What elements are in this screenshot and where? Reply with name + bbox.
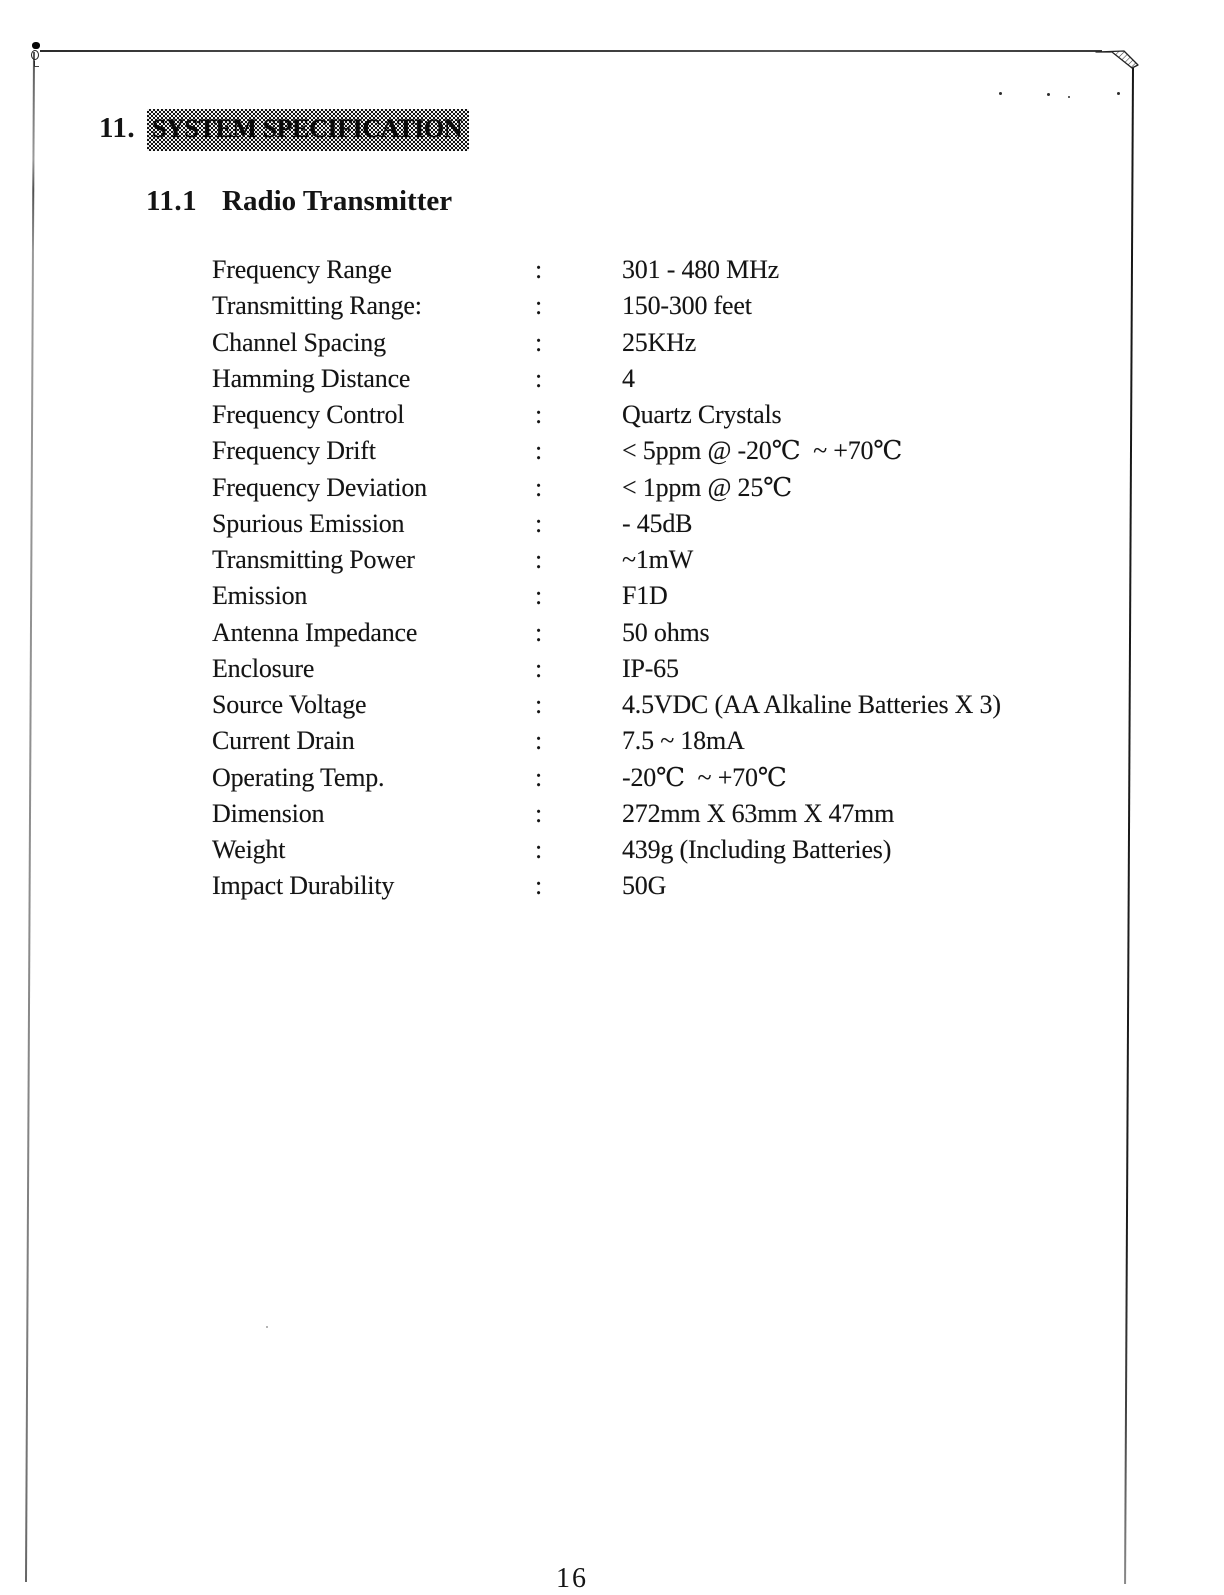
spec-row <box>212 397 1192 433</box>
spec-value: < 5ppm @ -20℃ ~ +70℃ <box>622 436 903 466</box>
spec-row <box>212 651 1192 687</box>
spec-label: Frequency Drift <box>212 436 376 466</box>
spec-label: Operating Temp. <box>212 762 385 792</box>
spec-colon: : <box>535 363 543 393</box>
spec-value: 4 <box>622 363 635 393</box>
spec-label: Channel Spacing <box>212 327 386 357</box>
spec-colon: : <box>535 291 543 321</box>
subsection-title: Radio Transmitter <box>222 185 453 217</box>
subsection-number: 11.1 <box>146 185 198 217</box>
spec-label: Spurious Emission <box>212 508 405 538</box>
spec-value: Quartz Crystals <box>622 400 782 429</box>
scan-speck <box>999 92 1002 95</box>
scan-speck <box>1068 96 1070 98</box>
spec-table <box>212 252 1192 905</box>
spec-colon: : <box>535 436 543 466</box>
spec-value: -20℃ ~ +70℃ <box>622 762 787 792</box>
spec-value: ~1mW <box>622 545 694 574</box>
spec-colon: : <box>535 653 543 683</box>
spec-value: - 45dB <box>622 508 693 538</box>
spec-colon: : <box>535 400 543 429</box>
spec-row <box>212 578 1192 614</box>
spec-row <box>212 361 1192 397</box>
page-corner-fold-icon <box>1094 42 1146 78</box>
spec-value: IP-65 <box>622 653 679 683</box>
spec-row <box>212 687 1192 723</box>
page-left-border-line <box>25 52 35 1582</box>
staple-mark-icon <box>32 42 40 49</box>
spec-colon: : <box>535 726 543 756</box>
spec-value: 272mm X 63mm X 47mm <box>622 798 895 828</box>
section-title: SYSTEM SPECIFICATION <box>152 114 463 143</box>
scan-speck <box>1047 93 1050 96</box>
spec-label: Transmitting Range: <box>212 291 422 321</box>
spec-colon: : <box>535 545 543 574</box>
spec-colon: : <box>535 798 543 828</box>
spec-value: 25KHz <box>622 327 697 357</box>
spec-label: Frequency Control <box>212 400 405 429</box>
spec-value: 50G <box>622 871 667 901</box>
staple-tail-mark <box>34 61 39 67</box>
spec-value: 439g (Including Batteries) <box>622 835 892 864</box>
spec-label: Emission <box>212 581 308 611</box>
spec-value: 301 - 480 MHz <box>622 255 779 284</box>
spec-colon: : <box>535 508 543 538</box>
spec-label: Weight <box>212 835 286 864</box>
section-number: 11. <box>99 112 136 144</box>
spec-colon: : <box>535 327 543 357</box>
staple-ring-icon <box>31 50 39 60</box>
spec-row <box>212 506 1192 542</box>
spec-colon: : <box>535 472 543 502</box>
subsection-heading <box>146 185 746 218</box>
spec-colon: : <box>535 871 543 901</box>
spec-label: Hamming Distance <box>212 363 411 393</box>
spec-colon: : <box>535 581 543 611</box>
spec-row <box>212 796 1192 832</box>
spec-label: Current Drain <box>212 726 355 756</box>
spec-row <box>212 288 1192 324</box>
spec-colon: : <box>535 690 543 719</box>
page-number: 16 <box>556 1563 588 1594</box>
spec-row <box>212 760 1192 796</box>
spec-colon: : <box>535 835 543 864</box>
spec-label: Frequency Deviation <box>212 472 427 502</box>
scan-speck <box>266 1326 268 1328</box>
scan-speck <box>1117 92 1120 95</box>
spec-row <box>212 325 1192 361</box>
spec-label: Transmitting Power <box>212 545 415 574</box>
spec-row <box>212 832 1192 868</box>
spec-row <box>212 868 1192 904</box>
spec-value: F1D <box>622 581 668 611</box>
spec-row <box>212 723 1192 759</box>
spec-row <box>212 433 1192 469</box>
spec-colon: : <box>535 762 543 792</box>
spec-value: 7.5 ~ 18mA <box>622 726 745 756</box>
spec-colon: : <box>535 617 543 647</box>
spec-label: Frequency Range <box>212 255 392 284</box>
spec-row <box>212 542 1192 578</box>
spec-row <box>212 470 1192 506</box>
section-title-highlight <box>147 109 469 151</box>
spec-label: Dimension <box>212 798 325 828</box>
spec-value: 50 ohms <box>622 617 710 647</box>
spec-row <box>212 252 1192 288</box>
spec-label: Impact Durability <box>212 871 395 901</box>
spec-label: Source Voltage <box>212 690 367 719</box>
spec-value: < 1ppm @ 25℃ <box>622 472 793 502</box>
spec-label: Enclosure <box>212 653 315 683</box>
spec-value: 150-300 feet <box>622 291 752 321</box>
spec-value: 4.5VDC (AA Alkaline Batteries X 3) <box>622 690 1001 719</box>
spec-label: Antenna Impedance <box>212 617 418 647</box>
spec-row <box>212 615 1192 651</box>
spec-colon: : <box>535 255 543 284</box>
page-top-border-line <box>40 50 1102 52</box>
